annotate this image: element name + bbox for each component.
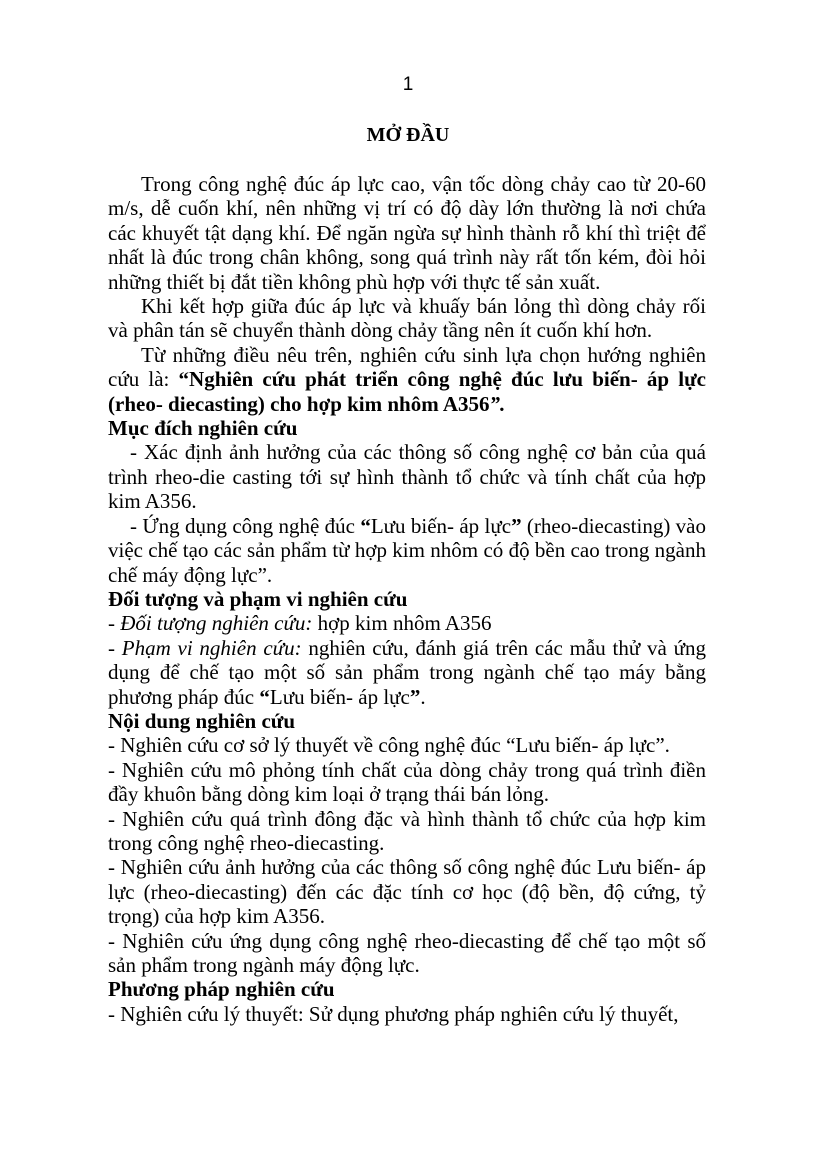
purpose-item-1: - Xác định ảnh hưởng của các thông số công nghệ cơ bản của quá trình rheo-die casting tới sự hình thành tổ chức và tính chất của hợp kim A356. (108, 440, 706, 514)
page-title: MỞ ĐẦU (366, 124, 450, 146)
intro-paragraph-3 (108, 343, 706, 416)
intro-paragraph-2: Khi kết hợp giữa đúc áp lực và khuấy bán lỏng thì dòng chảy rối và phân tán sẽ chuyển thành dòng chảy tầng nên ít cuốn khí hơn. (108, 294, 706, 343)
thesis-title: “Nghiên cứu phát triển công nghệ đúc lưu biến- áp lực (rheo- diecasting) cho hợp kim nhôm A356 (108, 367, 706, 416)
scope-object (108, 611, 706, 635)
purpose-heading: Mục đích nghiên cứu (108, 416, 298, 441)
content-item: - Nghiên cứu mô phỏng tính chất của dòng chảy trong quá trình điền đầy khuôn bằng dòng kim loại ở trạng thái bán lỏng. (108, 757, 706, 807)
scope-object-text: hợp kim nhôm A356 (312, 611, 492, 636)
purpose-item-2-text: - Ứng dụng công nghệ đúc (130, 513, 361, 538)
thesis-title-end: ”. (489, 391, 506, 416)
scope-range-end: . (420, 684, 426, 709)
scope-range-term: Lưu biến- áp lực (269, 684, 410, 709)
scope-heading: Đối tượng và phạm vi nghiên cứu (108, 586, 408, 611)
quote-open: “ (360, 513, 371, 538)
method-item-1: - Nghiên cứu lý thuyết: Sử dụng phương pháp nghiên cứu lý thuyết, (108, 1001, 679, 1026)
scope-object-label: - Đối tượng nghiên cứu: (108, 611, 313, 636)
scope-range-text: nghiên cứu, đánh giá trên các mẫu thử và ứng dụng để chế tạo một số sản phẩm trong ngành chế tạo máy bằng phương pháp đúc (108, 635, 706, 709)
quote-close: ” (511, 513, 522, 538)
scope-range (108, 636, 706, 709)
method-heading: Phương pháp nghiên cứu (108, 977, 335, 1002)
content-heading: Nội dung nghiên cứu (108, 708, 296, 733)
document-body (108, 172, 706, 1026)
quote-open: “ (259, 684, 270, 709)
content-item: - Nghiên cứu ứng dụng công nghệ rheo-diecasting để chế tạo một số sản phẩm trong ngành máy động lực. (108, 928, 706, 977)
purpose-item-2-rest: (rheo-diecasting) vào việc chế tạo các sản phẩm từ hợp kim nhôm có độ bền cao trong ngành chế máy động lực”. (108, 513, 706, 587)
purpose-item-2 (108, 514, 706, 587)
content-item: - Nghiên cứu ảnh hưởng của các thông số công nghệ đúc Lưu biến- áp lực (rheo-diecasting) đến các đặc tính cơ học (độ bền, độ cứng, tỷ trọng) của hợp kim A356. (108, 855, 706, 929)
page-number: 1 (402, 74, 414, 95)
purpose-item-2-term: Lưu biến- áp lực (370, 513, 512, 538)
content-item: - Nghiên cứu quá trình đông đặc và hình thành tổ chức của hợp kim trong công nghệ rheo-diecasting. (108, 806, 706, 855)
quote-close: ” (409, 684, 421, 709)
content-item: - Nghiên cứu cơ sở lý thuyết về công nghệ đúc “Lưu biến- áp lực”. (108, 733, 670, 758)
scope-range-label: - Phạm vi nghiên cứu: (108, 635, 302, 660)
intro-paragraph-1: Trong công nghệ đúc áp lực cao, vận tốc dòng chảy cao từ 20-60 m/s, dễ cuốn khí, nên những vị trí có độ dày lớn thường là nơi chứa các khuyết tật dạng khí. Để ngăn ngừa sự hình thành rỗ khí thì triệt để nhất là đúc trong chân không, song quá trình này rất tốn kém, đòi hỏi những thiết bị đắt tiền không phù hợp với thực tế sản xuất. (108, 172, 706, 294)
intro-p3-lead: Từ những điều nêu trên, nghiên cứu sinh lựa chọn hướng nghiên cứu là: (108, 342, 706, 392)
